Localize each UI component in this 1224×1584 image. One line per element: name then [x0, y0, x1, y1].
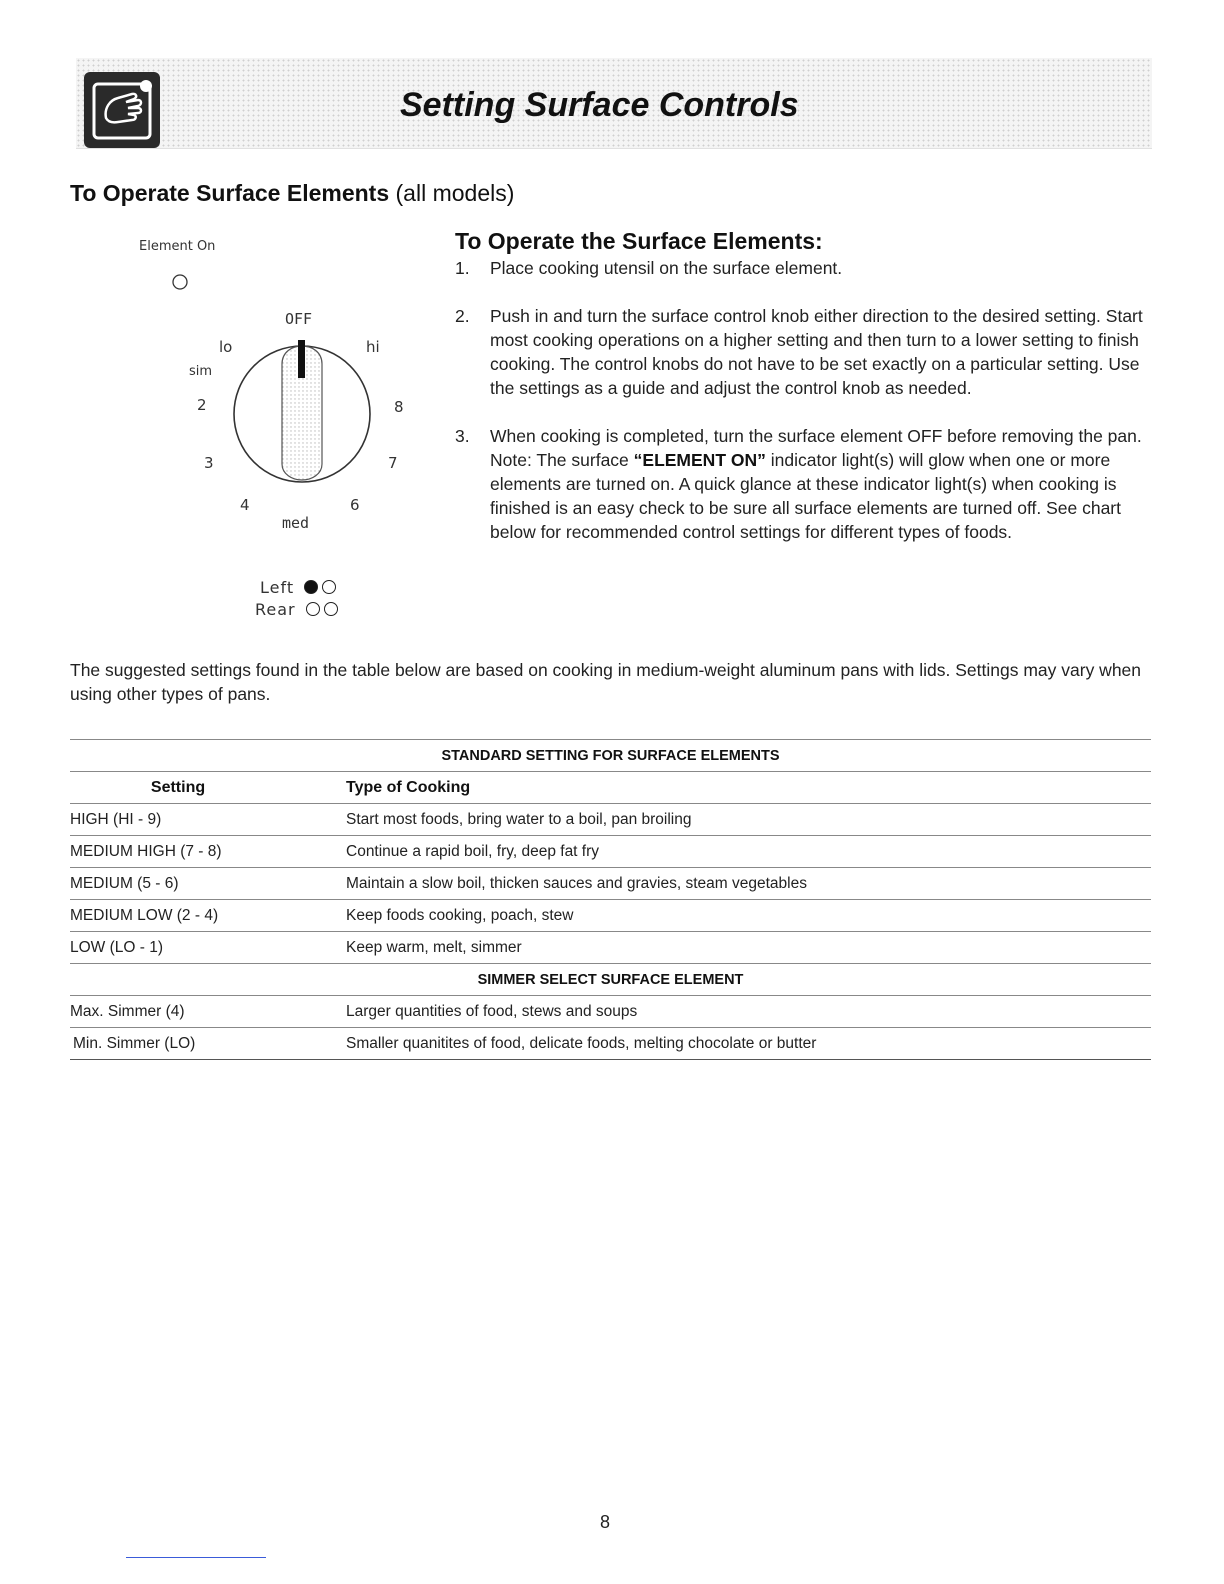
table-caption-row: [70, 964, 1151, 996]
step-number: 1.: [455, 258, 470, 278]
step-text: [490, 424, 1155, 544]
indicator-off-icon: [306, 602, 320, 616]
knob-label-med: med: [282, 514, 310, 532]
knob-label-7: 7: [388, 454, 398, 472]
step-text-part: When cooking is completed, turn the surface element OFF before removing the pan. Note: The surface: [490, 426, 1142, 470]
table-row: [70, 900, 1151, 932]
indicator-rear-label: Rear: [255, 600, 296, 619]
cooking-cell: Larger quantities of food, stews and soups: [346, 996, 1151, 1028]
knob-label-3: 3: [204, 454, 214, 472]
knob-label-sim: sim: [189, 364, 213, 379]
knob-label-2: 2: [197, 396, 207, 414]
table-caption-row: [70, 740, 1151, 772]
indicator-left-label: Left: [260, 578, 295, 597]
indicator-rear: [255, 600, 338, 619]
element-on-label: Element On: [139, 239, 216, 254]
settings-table: [70, 739, 1151, 1060]
table-header-row: [70, 772, 1151, 804]
setting-cell: LOW (LO - 1): [70, 932, 346, 964]
knob-label-off: OFF: [285, 310, 313, 328]
knob-label-8: 8: [394, 398, 404, 416]
table-caption: SIMMER SELECT SURFACE ELEMENT: [70, 964, 1151, 996]
step-text: Place cooking utensil on the surface element.: [490, 258, 843, 278]
instruction-steps: [455, 256, 1155, 568]
step-number: 2.: [455, 306, 470, 326]
cooking-cell: Smaller quanitites of food, delicate foods, melting chocolate or butter: [346, 1028, 1151, 1060]
section-heading-bold: To Operate Surface Elements: [70, 180, 390, 206]
indicator-left: [260, 578, 336, 597]
element-on-emphasis: “ELEMENT ON”: [633, 450, 766, 470]
cooking-cell: Continue a rapid boil, fry, deep fat fry: [346, 836, 1151, 868]
hand-turning-knob-icon: [84, 72, 160, 148]
footer-rule: [126, 1557, 266, 1558]
table-row: [70, 836, 1151, 868]
cooking-cell: Keep warm, melt, simmer: [346, 932, 1151, 964]
instruction-step: [455, 424, 1155, 544]
cooking-cell: Maintain a slow boil, thicken sauces and gravies, steam vegetables: [346, 868, 1151, 900]
setting-cell: Min. Simmer (LO): [70, 1028, 346, 1060]
knob-label-lo: lo: [219, 338, 233, 356]
step-text: Push in and turn the surface control knob either direction to the desired setting. Start most cooking operations on a higher setting and then turn to a lower setting to finish cooking. The control knobs do not have to be set exactly on a particular setting. Use the settings as a guide and adjust the control knob as needed.: [490, 306, 1143, 398]
step-number: 3.: [455, 426, 470, 446]
control-knob-diagram: [130, 230, 430, 630]
cooking-cell: Start most foods, bring water to a boil, pan broiling: [346, 804, 1151, 836]
page-title: Setting Surface Controls: [400, 86, 799, 124]
settings-note: The suggested settings found in the table below are based on cooking in medium-weight aluminum pans with lids. Settings may vary when using other types of pans.: [70, 660, 1142, 704]
indicator-on-icon: [304, 580, 318, 594]
setting-cell: HIGH (HI - 9): [70, 804, 346, 836]
page-number: 8: [600, 1512, 611, 1532]
table-row: [70, 1028, 1151, 1060]
knob-label-hi: hi: [366, 338, 380, 356]
knob-label-6: 6: [350, 496, 360, 514]
instruction-step: [455, 256, 1155, 280]
setting-cell: Max. Simmer (4): [70, 996, 346, 1028]
instruction-step: [455, 304, 1155, 400]
step-text-part: indicator light(s) will glow when one or more elements are turned on. A quick glance at these indicator light(s) when cooking is finished is an easy check to be sure all surface elements are turned off. See chart below for recommended control settings for different types of foods.: [490, 450, 1121, 542]
column-header-type: Type of Cooking: [346, 772, 1151, 804]
setting-cell: MEDIUM LOW (2 - 4): [70, 900, 346, 932]
table-row: [70, 996, 1151, 1028]
section-heading-rest: (all models): [395, 180, 515, 206]
table-row: [70, 804, 1151, 836]
control-knob-icon: [226, 334, 376, 494]
setting-cell: MEDIUM (5 - 6): [70, 868, 346, 900]
column-header-setting: Setting: [70, 772, 346, 804]
section-heading: [70, 180, 514, 207]
indicator-off-icon: [324, 602, 338, 616]
cooking-cell: Keep foods cooking, poach, stew: [346, 900, 1151, 932]
setting-cell: MEDIUM HIGH (7 - 8): [70, 836, 346, 868]
element-on-indicator-icon: [170, 272, 190, 292]
knob-label-4: 4: [240, 496, 250, 514]
table-row: [70, 932, 1151, 964]
table-row: [70, 868, 1151, 900]
indicator-off-icon: [322, 580, 336, 594]
instructions-title: To Operate the Surface Elements:: [455, 228, 823, 254]
table-caption: STANDARD SETTING FOR SURFACE ELEMENTS: [70, 740, 1151, 772]
